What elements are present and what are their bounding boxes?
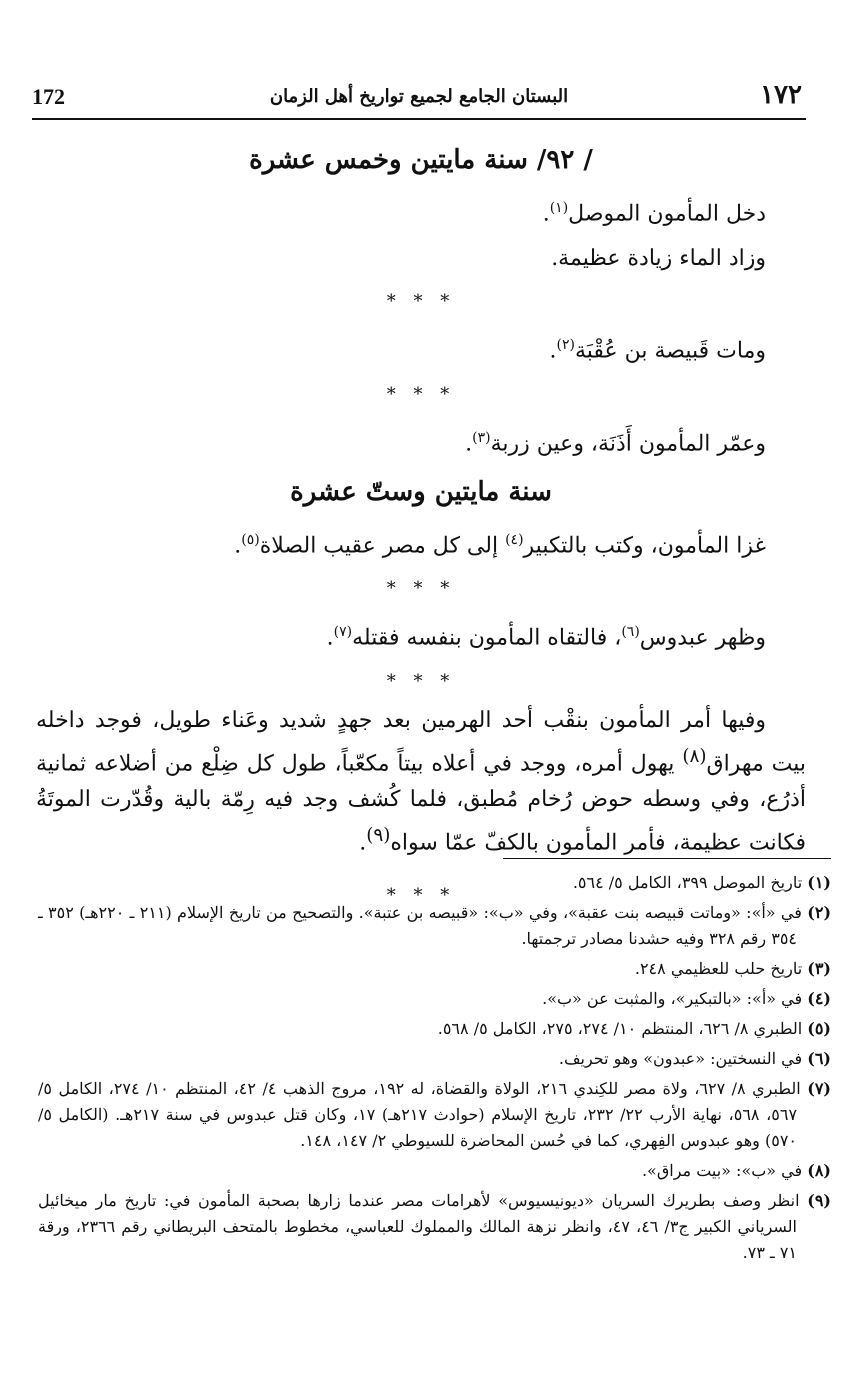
text-line: ومات قَبيصة بن عُقْبَة$^{(٢)}$. (549, 337, 766, 364)
page-number-latin: 172 (32, 84, 65, 109)
section-heading-215: / ٩٢/ سنة مايتين وخمس عشرة (249, 145, 593, 175)
footnote: (٦) في النسختين: «عبدون» وهو تحريف. (558, 1049, 831, 1068)
separator-stars: * * * (386, 885, 456, 907)
page-number-arabic: ١٧٢ (760, 80, 802, 110)
footnote: (٥) الطبري ٨/ ٦٢٦، المنتظم ١٠/ ٢٧٤، ٢٧٥، الكامل ٥/ ٥٦٨. (437, 1019, 831, 1038)
separator-stars: * * * (386, 578, 456, 600)
footnote-ref: (٤) (505, 531, 524, 548)
text-line: وعمّر المأمون أَذَنَة، وعين زربة$^{(٣)}$. (465, 429, 766, 456)
footnote-ref: (١) (549, 200, 569, 216)
text-line: وزاد الماء زيادة عظيمة. (551, 246, 766, 272)
text-line: دخل المأمون الموصل$^{(١)}$. (542, 200, 766, 227)
footnote-ref: (٨) (682, 745, 707, 767)
page-header (32, 76, 806, 120)
footnote-ref: (٣) (472, 429, 491, 446)
footnote: (١) تاريخ الموصل ٣٩٩، الكامل ٥/ ٥٦٤. (572, 873, 831, 892)
pyramid-paragraph: وفيها أمر المأمون بنقْب أحد الهرمين بعد جهدٍ شديد وعَناء طويل، فوجد داخله بيت مهراق$^{(٨)}$ يهول أمره، ووجد في أعلاه بيتاً مكعّباً، طول كل ضِلْع من أضلاعه ثمانية أذرُع، وفي وسطه حوض رُخام مُطبق، فلما كُشف وجد فيه رِمّة بالية وقُدّرت الموتَةُ فكانت عظيمة، فأمر المأمون بالكفّ عمّا سواه$^{(٩)}$. (36, 707, 807, 856)
text-line: غزا المأمون، وكتب بالتكبير$^{(٤)}$ إلى كل مصر عقيب الصلاة$^{(٥)}$. (234, 531, 766, 559)
footnote-ref: (٩) (366, 824, 391, 846)
footnote-ref: (٦) (621, 624, 640, 641)
separator-stars: * * * (386, 670, 456, 692)
footnote-ref: (٥) (241, 531, 260, 548)
separator-stars: * * * (386, 291, 456, 313)
footnote: (٨) في «ب»: «بيت مراق». (641, 1161, 831, 1180)
footnote-divider (503, 858, 831, 859)
main-text (36, 134, 806, 917)
section-heading-216: سنة مايتين وستّ عشرة (290, 476, 552, 507)
text-line: وظهر عبدوس$^{(٦)}$، فالتقاه المأمون بنفسه فقتله$^{(٧)}$. (326, 624, 766, 651)
running-title: البستان الجامع لجميع تواريخ أهل الزمان (269, 86, 569, 107)
footnote: (٢) في «أ»: «وماتت قبيصه بنت عقبة»، وفي «ب»: «قبيصه بن عتبة». والتصحيح من تاريخ الإسلام (٢١١ ـ ٢٢٠هـ) ٣٥٢ ـ ٣٥٤ رقم ٣٢٨ وفيه حشدنا مصادر ترجمتها. (38, 903, 832, 948)
footnote-ref: (٧) (333, 624, 353, 641)
footnote-ref: (٢) (556, 337, 575, 354)
separator-stars: * * * (386, 383, 456, 405)
footnotes (38, 870, 831, 1270)
footnote: (٧) الطبري ٨/ ٦٢٧، ولاة مصر للكِندي ٢١٦، الولاة والقضاة، له ١٩٢، مروج الذهب ٤/ ٤٢، المنتظم ١٠/ ٢٧٤، الكامل ٥/ ٥٦٧، ٥٦٨، نهاية الأرب ٢٢/ ٢٣٢، تاريخ الإسلام (حوادث ٢١٧هـ) ١٧، وكان قتل عبدوس في سنة ٢١٧هـ. (الكامل ٥/ ٥٧٠) وهو عبدوس الفِهري، كما في حُسن المحاضرة للسيوطي ٢/ ١٤٧، ١٤٨. (38, 1079, 831, 1150)
footnote: (٤) في «أ»: «بالتبكير»، والمثبت عن «ب». (542, 989, 831, 1008)
footnote: (٣) تاريخ حلب للعظيمي ٢٤٨. (634, 959, 831, 978)
footnote: (٩) انظر وصف بطريرك السريان «ديونيسيوس» لأهرامات مصر عندما زارها بصحبة المأمون في: تاريخ مار ميخائيل السرياني الكبير ج٣/ ٤٦، ٤٧، وانظر نزهة المالك والمملوك للعباسي، مخطوط بالمتحف البريطاني رقم ٢٣٦٦، ورقة ٧١ ـ ٧٣. (38, 1191, 831, 1262)
